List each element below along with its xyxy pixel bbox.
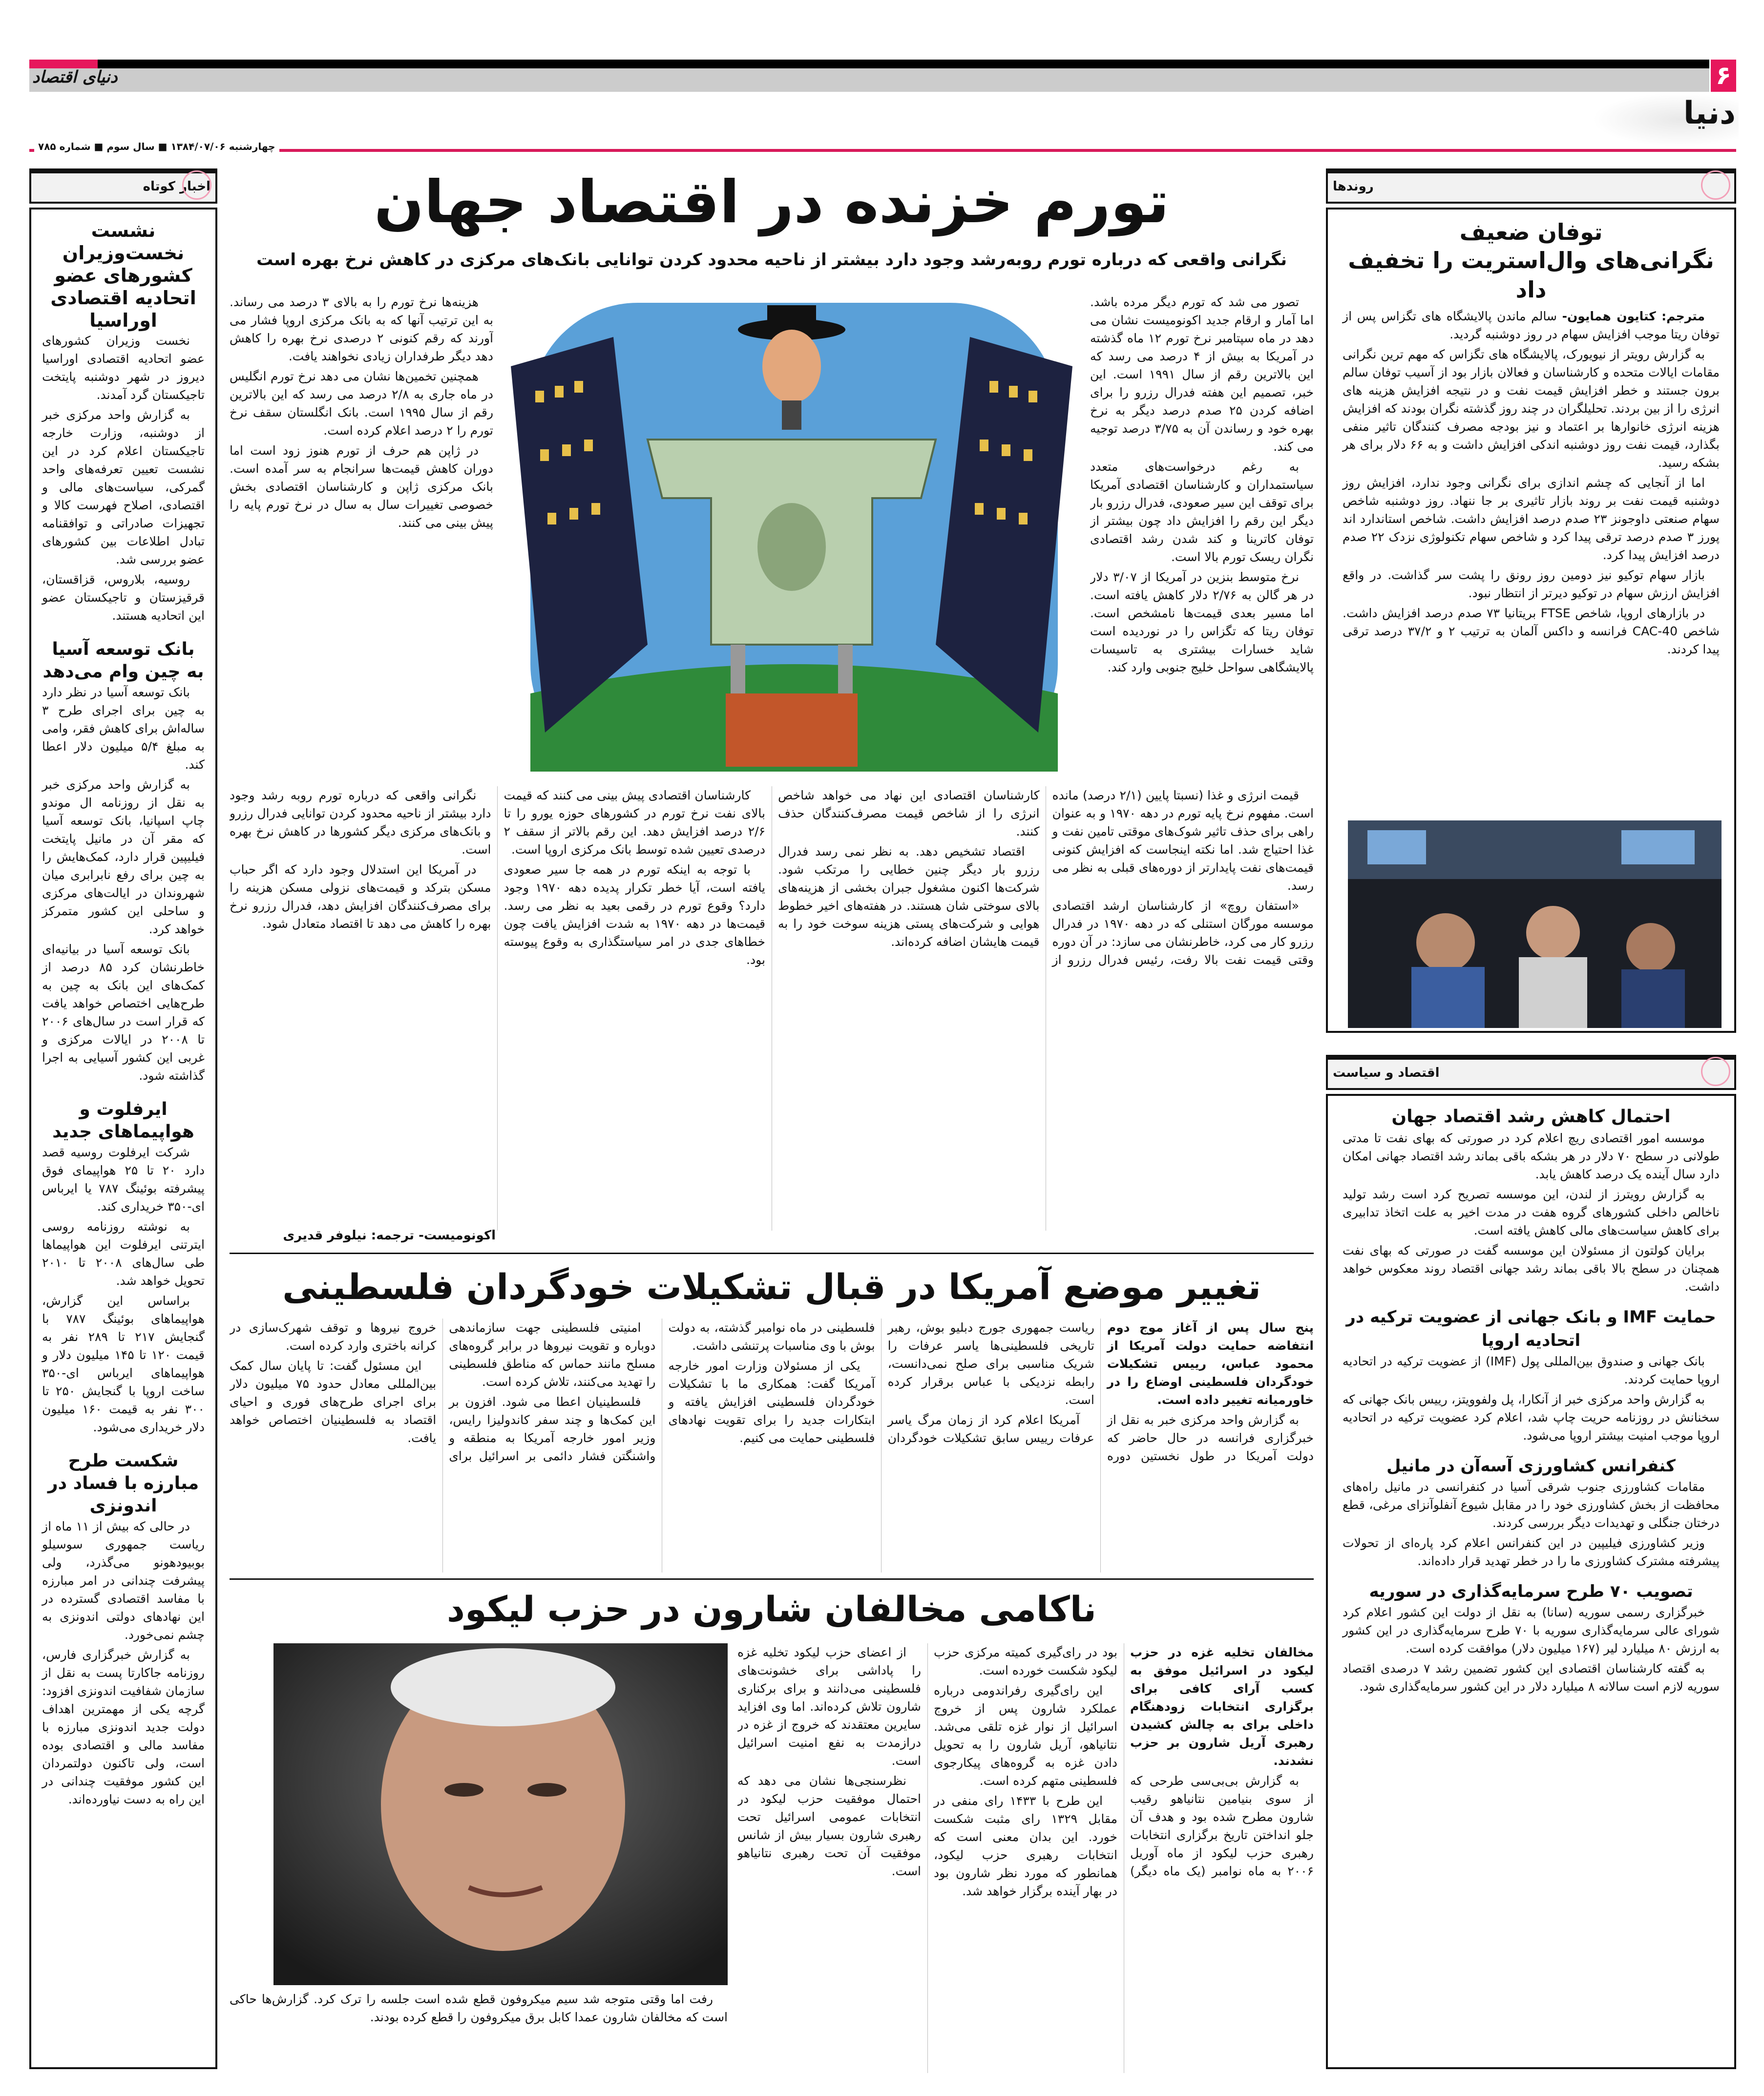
story-paragraph: در آمریکا این استدلال وجود دارد که اگر حباب مسکن بترکد و قیمت‌های نزولی مسکن هزینه را برای مصرف‌کنندگان افزایش دهد، فدرال رزرو نرخ بهره را کاهش می دهد تا اقتصاد متعادل شود. bbox=[230, 862, 491, 931]
inflation-illustration bbox=[501, 293, 1082, 781]
economy-politics-column bbox=[1326, 1094, 1736, 2069]
story-paragraph: از اعضای حزب لیکود تخلیه غزه را پاداشی برای خشونت‌های فلسطینی می‌دانند و برای برکناری شارون تلاش کرده‌اند. اما وی افزاید سایرین معتقدند که خروج از غزه در درازمدت به نفع امنیت اسرائیل است. bbox=[737, 1645, 921, 1768]
section-title: دنیا bbox=[1683, 95, 1736, 131]
sidebar-header-short-news bbox=[29, 168, 217, 204]
likud-story-tail bbox=[230, 1990, 728, 2073]
story-paragraph: بانک توسعه آسیا در نظر دارد به چین برای اجرای طرح ۳ ساله‌اش برای کاهش فقر، وامی به مبلغ ۵/۴ میلیون دلار اعطا کند. bbox=[42, 685, 205, 772]
story-paragraph: در بازارهای اروپا، شاخص FTSE بریتانیا ۷۳ صدم درصد افزایش داشت. شاخص CAC-40 فرانسه و داکس آلمان به ترتیب ۲ و ۳۷/۲ درصد ترقی پیدا کردند. bbox=[1343, 606, 1720, 656]
story-title: کنفرانس کشاورزی آسه‌آن در مانیل bbox=[1386, 1456, 1676, 1476]
story-paragraph: به گزارش بی‌بی‌سی طرحی که از سوی بنیامین نتانیاهو رقیب شارون مطرح شده بود و هدف آن جلو انداختن تاریخ برگزاری انتخابات رهبری حزب لیکود از ماه آوریل ۲۰۰۶ به ماه نوامبر (یک ماه دیگر) بود در رای‌گیری کمیته مرکزی حزب لیکود شکست خورده است. bbox=[934, 1645, 1314, 1878]
story-paragraph: با توجه به اینکه تورم در همه جا سیر صعودی یافته است، آیا خطر تکرار پدیده دهه ۱۹۷۰ وجود دارد؟ وقوع تورم در رقمی بعید به نظر می رسد. قیمت‌ها در دهه ۱۹۷۰ به شدت افزایش یافت چون خطاهای جدی در امر سیاستگذاری به وقوع پیوسته بود. bbox=[504, 862, 765, 967]
story-paragraph: به گزارش واحد مرکزی خبر به نقل از روزنامه ال موندو چاپ اسپانیا، بانک توسعه آسیا که مقر آن در مانیل پایتخت فیلیپین قرار دارد، کمک‌هایش را به چین برای رفع نابرابری میان شهروندان در ایالت‌های مرکزی و ساحلی این کشور متمرکز خواهد کرد. bbox=[42, 777, 205, 936]
short-news-column bbox=[29, 208, 217, 2069]
sidebar-header-economy-politics bbox=[1326, 1055, 1736, 1090]
story-paragraph: روسیه، بلاروس، قزاقستان، قرقیزستان و تاجیکستان عضو این اتحادیه هستند. bbox=[42, 572, 205, 623]
story-title: نگرانی‌های وال‌استریت را تخفیف داد bbox=[1348, 247, 1714, 303]
sharon-photo bbox=[273, 1643, 728, 1985]
story-paragraph: سالم ماندن پالایشگاه های تگزاس پس از توفان ریتا موجب افزایش سهام در روز دوشنبه گردید. bbox=[1343, 309, 1720, 341]
story-paragraph: وزیر کشاورزی فیلیپین در این کنفرانس اعلام کرد پاره‌ای از تحولات پیشرفته مشترک کشاورزی ما را در خطر تهدید قرار داده‌اند. bbox=[1343, 1536, 1720, 1568]
divider bbox=[230, 1253, 1314, 1254]
story-paragraph: این مسئول گفت: تا پایان سال کمک بین‌المللی معادل حدود ۷۵ میلیون دلار برای اجرای طرح‌های فوری و احیای اقتصاد به فلسطینیان اختصاص خواهد یافت. bbox=[230, 1359, 437, 1445]
pink-rule bbox=[29, 149, 1736, 152]
story-paragraph: اقتصاد تشخیص دهد. به نظر نمی رسد فدرال رزرو بار دیگر چنین خطایی را مرتکب شود. شرکت‌ها اکنون مشغول جبران بخشی از هزینه‌های بالای سوختی شان هستند. در هفته‌های اخیر خطوط هوایی و شرکت‌های پستی هزینه سوخت خود را به قیمت هایشان اضافه کرده‌اند. bbox=[778, 844, 1040, 949]
stock-exchange-photo bbox=[1348, 820, 1722, 1028]
main-story-col-left bbox=[230, 293, 493, 781]
main-story-body-lower bbox=[230, 786, 1314, 1231]
story-title: تصویب ۷۰ طرح سرمایه‌گذاری در سوریه bbox=[1369, 1582, 1693, 1601]
story-title: بانک توسعه آسیا به چین وام می‌دهد bbox=[42, 639, 204, 682]
likud-story-headline: ناکامی مخالفان شارون در حزب لیکود bbox=[447, 1589, 1096, 1630]
story-paragraph: نظرسنجی‌ها نشان می دهد که احتمال موفقیت حزب لیکود در انتخابات عمومی اسرائیل تحت رهبری شارون بسیار بیش از شانس موفقیت آن تحت رهبری نتانیاهو است. bbox=[737, 1774, 921, 1878]
story-paragraph: به رغم درخواست‌های متعدد سیاستمداران و کارشناسان اقتصادی آمریکا برای توقف این سیر صعودی، فدرال رزرو بار دیگر این رقم را افزایش داد چون بیشتر از توفان کاترینا و کند شدن رشد اقتصادی نگران ریسک تورم بالا است. bbox=[1090, 460, 1314, 564]
sidebar-header-label: اقتصاد و سیاست bbox=[1333, 1066, 1440, 1080]
story-title: ایرفلوت و هواپیماهای جدید bbox=[52, 1099, 194, 1142]
story-paragraph: این رای‌گیری رفراندومی درباره عملکرد شارون پس از خروج اسرائیل از نوار غزه تلقی می‌شد. نتانیاهو، آریل شارون را به تحویل دادن غزه به گروه‌های پیکارجوی فلسطینی متهم کرده است. bbox=[934, 1683, 1117, 1788]
newspaper-logo: دنیای اقتصاد bbox=[32, 67, 118, 87]
us-story-body bbox=[230, 1319, 1314, 1572]
globe-icon bbox=[1701, 1057, 1730, 1086]
story-paragraph: فلسطینیان اعطا می شود. افزون بر این کمک‌ها و چند سفر کاندولیزا رایس، وزیر امور خارجه آمریکا به منطقه و واشنگتن فشار دائمی بر اسرائیل برای خروج نیروها و توقف شهرک‌سازی در کرانه باختری وارد کرده است. bbox=[230, 1320, 656, 1463]
main-story-col-right bbox=[1090, 293, 1314, 781]
brick-block bbox=[726, 693, 858, 767]
globe-icon bbox=[1701, 170, 1730, 200]
story-paragraph: بانک توسعه آسیا در بیانیه‌ای خاطرنشان کرد ۸۵ درصد از کمک‌های این بانک به چین به طرح‌هایی اختصاص خواهد یافت که قرار است در سال‌های ۲۰۰۶ تا ۲۰۰۸ در ایالات مرکزی و غربی این کشور آسیایی به اجرا گذاشته شود. bbox=[42, 942, 205, 1083]
story-paragraph: بازار سهام توکیو نیز دومین روز رونق را پشت سر گذاشت. در واقع افزایش ارزش سهام در توکیو دیرتر از انتظار نبود. bbox=[1343, 568, 1720, 600]
story-kicker: توفان ضعیف bbox=[1459, 219, 1603, 245]
story-title: نشست نخست‌وزیران کشورهای عضو اتحادیه اقتصادی اوراسیا bbox=[50, 220, 196, 331]
face bbox=[762, 330, 821, 403]
story-title: احتمال کاهش رشد اقتصاد جهان bbox=[1391, 1107, 1671, 1127]
globe-icon bbox=[182, 170, 211, 200]
story-paragraph: به گزارش رویترز از لندن، این موسسه تصریح کرد است رشد تولید ناخالص داخلی کشورهای گروه هفت در مدت اخیر به علت اتخاذ تدابیری برای کاهش سیاست‌های مالی کاهش یافته است. bbox=[1343, 1187, 1720, 1237]
top-rule bbox=[29, 60, 1709, 68]
story-paragraph: آمریکا اعلام کرد از زمان مرگ یاسر عرفات رییس سابق تشکیلات خودگردان فلسطینی در ماه نوامبر گذشته، به دولت بوش با وی مناسبات پرتنشی داشت. bbox=[668, 1320, 1094, 1445]
story-paragraph: به گزارش رویتر از نیویورک، پالایشگاه های تگزاس که مهم ترین نگرانی مقامات ایالات متحده و کارشناسان و فعالان بازار بود از آسیب توفان سالم برون جستند و خطر افزایش قیمت نفت و در نتیجه افزایش هزینه های انرژی را از بین بردند. تحلیلگران در چند روز گذشته نگران بودند که افزایش هزینه انرژی خانوارها بر اعتماد و نیز بودجه مصرف کنندگان تاثیر منفی بگذارد، قیمت نفت روز دوشنبه اندکی افزایش داشت و به ۶۶ دلار برای هر بشکه رسید. bbox=[1343, 347, 1720, 470]
story-paragraph: به نوشته روزنامه روسی ایترتنی ایرفلوت این هواپیماها طی سال‌های ۲۰۰۸ تا ۲۰۱۰ تحویل خواهد شد. bbox=[42, 1219, 205, 1288]
story-title: شکست طرح مبارزه با فساد در اندونزی bbox=[47, 1451, 199, 1516]
sidebar-header-trends bbox=[1326, 168, 1736, 204]
story-paragraph: به گزارش واحد مرکزی خبر از آنکارا، پل ولفوویتز، رییس بانک جهانی که سخنانش در روزنامه حریت چاپ شد، اعلام کرد عضویت ترکیه در اتحادیه اروپا موجب امنیت بیشتر اروپا می‌شود. bbox=[1343, 1392, 1720, 1443]
masthead-band bbox=[29, 68, 1709, 92]
story-lead: مخالفان تخلیه غزه در حزب لیکود در اسرائیل موفق به کسب آرای کافی برای برگزاری انتخابات زودهنگام داخلی برای به چالش کشیدن رهبری آریل شارون بر حزب نشدند. bbox=[1130, 1645, 1314, 1768]
story-paragraph: همچنین تخمین‌ها نشان می دهد نرخ تورم انگلیس در ماه جاری به ۲/۸ درصد می رسد که این بالاترین رقم از سال ۱۹۹۵ است. بانک انگلستان سقف نرخ تورم را ۲ درصد اعلام کرده است. bbox=[230, 369, 493, 438]
main-headline: تورم خزنده در اقتصاد جهان bbox=[374, 168, 1170, 236]
story-paragraph: موسسه امور اقتصادی ریچ اعلام کرد در صورتی که بهای نفت تا مدتی طولانی در سطح ۷۰ دلار در هر بشکه باقی بماند رشد اقتصاد جهانی امکان دارد سال آینده یک درصد کاهش یابد. bbox=[1343, 1131, 1720, 1181]
main-subheadline: نگرانی واقعی که درباره تورم روبه‌رشد وجود دارد بیشتر از ناحیه محدود کردن توانایی بانک‌های مرکزی در کاهش نرخ بهره است bbox=[256, 250, 1287, 270]
page-number: ۶ bbox=[1711, 60, 1736, 92]
sidebar-header-label: روندها bbox=[1333, 179, 1374, 194]
story-lead: پنج سال پس از آغاز موج دوم انتفاضه حمایت دولت آمریکا از محمود عباس، رییس تشکیلات خودگردان فلسطینی اوضاع را در خاورمیانه تغییر داده است. bbox=[1107, 1320, 1314, 1407]
story-paragraph: بانک جهانی و صندوق بین‌المللی پول (IMF) از عضویت ترکیه در اتحادیه اروپا حمایت کردند. bbox=[1343, 1354, 1720, 1386]
byline: مترجم: کتایون همایون- bbox=[1562, 309, 1705, 323]
story-paragraph: نگرانی واقعی که درباره تورم روبه رشد وجود دارد بیشتر از ناحیه محدود کردن توانایی فدرال رزرو و بانک‌های مرکزی دیگر کشورها در کاهش نرخ بهره است. bbox=[230, 788, 491, 857]
story-paragraph: خبرگزاری رسمی سوریه (سانا) به نقل از دولت این کشور اعلام کرد شورای عالی سرمایه‌گذاری سوریه با ۷۰ طرح سرمایه‌گذاری در این کشور به ارزش ۸۰ میلیارد لیر (۱۶۷ میلیون دلار) موافقت کرده است. bbox=[1343, 1605, 1720, 1656]
story-paragraph: این طرح با ۱۴۳۳ رای منفی در مقابل ۱۳۲۹ رای مثبت شکست خورد. این بدان معنی است که انتخابات رهبری حزب لیکود، همانطور که مورد نظر شارون بود در بهار آینده برگزار خواهد شد. bbox=[934, 1794, 1118, 1898]
story-paragraph: یکی از مسئولان وزارت امور خارجه آمریکا گفت: همکاری ما با تشکیلات خودگردان فلسطینی افزایش یافته و ابتکارات جدید را برای تقویت نهادهای فلسطینی حمایت می کنیم. bbox=[668, 1359, 875, 1445]
dateline: چهارشنبه ۱۳۸۴/۰۷/۰۶ ■ سال سوم ■ شماره ۷۸۵ bbox=[34, 141, 279, 152]
story-paragraph: به گزارش خبرگزاری فارس، روزنامه جاکارتا پست به نقل از سازمان شفافیت اندونزی افزود: گرچه یکی از مهمترین اهداف دولت جدید اندونزی مبارزه با مفاسد مالی و اقتصادی بوده است، ولی تاکنون دولتمردان این کشور موفقیت چندانی در این راه به دست نیاورده‌اند. bbox=[42, 1648, 205, 1806]
story-paragraph: نخست وزیران کشورهای عضو اتحادیه اقتصادی اوراسیا دیروز در شهر دوشنبه پایتخت تاجیکستان گرد آمدند. bbox=[42, 334, 205, 402]
story-paragraph: به گزارش واحد مرکزی خبر از دوشنبه، وزارت خارجه تاجیکستان اعلام کرد در این نشست تعیین تعرفه‌های واحد گمرکی، سیاست‌های مالی و اقتصادی، اصلاح فهرست کالا و تجهیزات صادراتی و توافقنامه تبادل اطلاعات بین کشورهای عضو بررسی شد. bbox=[42, 408, 205, 566]
story-paragraph: براساس این گزارش، هواپیماهای بوئینگ ۷۸۷ با گنجایش ۲۱۷ تا ۲۸۹ نفر به قیمت ۱۲۰ تا ۱۴۵ میلیون دلار و هواپیماهای ایرباس ای-۳۵۰ ساخت اروپا با گنجایش ۲۵۰ تا ۳۰۰ نفر به قیمت ۱۶۰ میلیون دلار خریداری می‌شود. bbox=[42, 1294, 205, 1434]
story-paragraph: اما از آنجایی که چشم اندازی برای نگرانی وجود ندارد، افزایش روز دوشنبه قیمت نفت بر روند بازار تاثیری بر جا ننهاد. روز دوشنبه شاخص سهام صنعتی داوجونز ۲۳ صدم درصد افزایش داشت. شاخص استاندارد اند پورز ۳ صدم درصد ترقی پیدا کرد و شاخص سهام تکنولوژی نزدک ۲۲ صدم درصد افزایش پیدا کرد. bbox=[1343, 476, 1720, 562]
story-paragraph: رفت اما وقتی متوجه شد سیم میکروفون قطع شده است جلسه را ترک کرد. گزارش‌ها حاکی است که مخالفان شارون عمدا کابل برق میکروفون را قطع کرده بودند. bbox=[230, 1992, 728, 2024]
story-paragraph: نرخ متوسط بنزین در آمریکا از ۳/۰۷ دلار در هر گالن به ۲/۷۶ دلار کاهش یافته است. اما مسیر بعدی قیمت‌ها نامشخص است. توفان ریتا که تگزاس را در نوردیده است شاید خسارات بیشتری به تاسیسات پالایشگاهی سواحل خلیج جنوبی وارد کند. bbox=[1090, 570, 1314, 674]
story-paragraph: شرکت ایرفلوت روسیه قصد دارد ۲۰ تا ۲۵ هواپیمای فوق پیشرفته بوئینگ ۷۸۷ یا ایرباس ای-۳۵۰ خریداری کند. bbox=[42, 1145, 205, 1214]
divider bbox=[230, 1578, 1314, 1580]
story-paragraph: امنیتی فلسطینی جهت سازماندهی دوباره و تقویت نیروها در برابر گروه‌های مسلح مانند حماس که مناطق فلسطینی را تهدید می‌کنند، تلاش کرده است. bbox=[449, 1320, 656, 1389]
story-paragraph: مقامات کشاورزی جنوب شرقی آسیا در کنفرانسی در مانیل راه‌های محافظت از بخش کشاورزی خود را در مقابل شیوع آنفلوآنزای مرغی، قطع درختان جنگلی و تهدیدات دیگر بررسی کردند. bbox=[1343, 1480, 1720, 1530]
story-paragraph: در حالی که بیش از ۱۱ ماه از ریاست جمهوری سوسیلو بوبیودهونو می‌گذرد، ولی پیشرفت چندانی در امر مبارزه با مفاسد اقتصادی گسترده در این نهادهای دولتی اندونزی به چشم نمی‌خورد. bbox=[42, 1519, 205, 1642]
story-paragraph: برایان کولتون از مسئولان این موسسه گفت در صورتی که بهای نفت همچنان در سطح بالا باقی بماند رشد جهانی اقتصاد روند معکوس خواهد داشت. bbox=[1343, 1243, 1720, 1294]
story-paragraph: کارشناسان اقتصادی پیش بینی می کنند که قیمت بالای نفت نرخ تورم در کشورهای حوزه یورو را تا ۲/۶ درصد افزایش دهد. این رقم بالاتر از سقف ۲ درصدی تعیین شده توسط بانک مرکزی اروپا است. bbox=[504, 788, 765, 857]
story-title: حمایت IMF و بانک جهانی از عضویت ترکیه در اتحادیه اروپا bbox=[1346, 1307, 1716, 1350]
story-paragraph: در ژاپن هم حرف از تورم هنوز زود است اما دوران کاهش قیمت‌ها سرانجام به سر آمده است. بانک مرکزی ژاپن و کارشناسان اقتصادی بخش خصوصی تغییرات سال به سال در نرخ تورم پایه را پیش بینی می کنند. bbox=[230, 443, 493, 530]
likud-story-body bbox=[737, 1643, 1314, 2073]
us-story-headline: تغییر موضع آمریکا در قبال تشکیلات خودگردان فلسطینی bbox=[282, 1266, 1261, 1307]
story-paragraph: تصور می شد که تورم دیگر مرده باشد. اما آمار و ارقام جدید اکونومیست نشان می دهد در ماه سپتامبر نرخ تورم ۱۲ ماه گذشته در آمریکا به بیش از ۴ درصد می رسد که این بالاترین رقم از سال ۱۹۹۱ است. این خبر، تصمیم این هفته فدرال رزرو را برای اضافه کردن ۲۵ صدم درصد دیگر به نرخ بهره خود و رساندن آن به ۳/۷۵ درصد توجیه می کند. bbox=[1090, 295, 1314, 454]
story-paragraph: به گفته کارشناسان اقتصادی این کشور تضمین رشد ۷ درصدی اقتصاد سوریه لازم است سالانه ۸ میلیارد دلار در این کشور سرمایه‌گذاری شود. bbox=[1343, 1661, 1720, 1694]
story-paragraph: قیمت انرژی و غذا (نسبتا پایین (۲/۱ درصد) مانده است. مفهوم نرخ پایه تورم در دهه ۱۹۷۰ و به عنوان راهی برای حذف تاثیر شوک‌های موقتی تامین نفت و غذا احتیاج شد. اما نکته اینجاست که افزایش کنونی قیمت‌های نفت پایدارتر از دوره‌های قبلی به نظر می رسد. bbox=[1052, 788, 1314, 893]
sidebar-header-label: اخبار کوتاه bbox=[143, 179, 210, 194]
story-paragraph: «استفان روچ» از کارشناسان ارشد اقتصادی موسسه مورگان استنلی که در دهه ۱۹۷۰ در فدرال رزرو کار می کرد، خاطرنشان می سازد: در آن دوره وقتی قیمت نفت بالا رفت، رئیس فدرال رزرو از کارشناسان اقتصادی این نهاد می خواهد شاخص انرژی را از شاخص قیمت مصرف‌کنندگان حذف کنند. bbox=[778, 788, 1314, 967]
story-paragraph: هزینه‌ها نرخ تورم را به بالای ۳ درصد می رساند. به این ترتیب آنها که به بانک مرکزی اروپا فشار می آورند که رقم کنونی ۲ درصدی نرخ بهره را کاهش دهد دیگر طرفداران زیادی نخواهند یافت. bbox=[230, 295, 493, 363]
story-paragraph: به گزارش واحد مرکزی خبر به نقل از خبرگزاری فرانسه در حال حاضر که دولت آمریکا در طول نخستین دوره ریاست جمهوری جورج دبلیو بوش، رهبر تاریخی فلسطینی‌ها یاسر عرفات را شریک مناسبی برای صلح نمی‌دانست، رابطه نزدیکی با عباس برقرار کرده است. bbox=[887, 1320, 1314, 1463]
main-byline: اکونومیست- ترجمه: نیلوفر قدیری bbox=[283, 1228, 496, 1243]
